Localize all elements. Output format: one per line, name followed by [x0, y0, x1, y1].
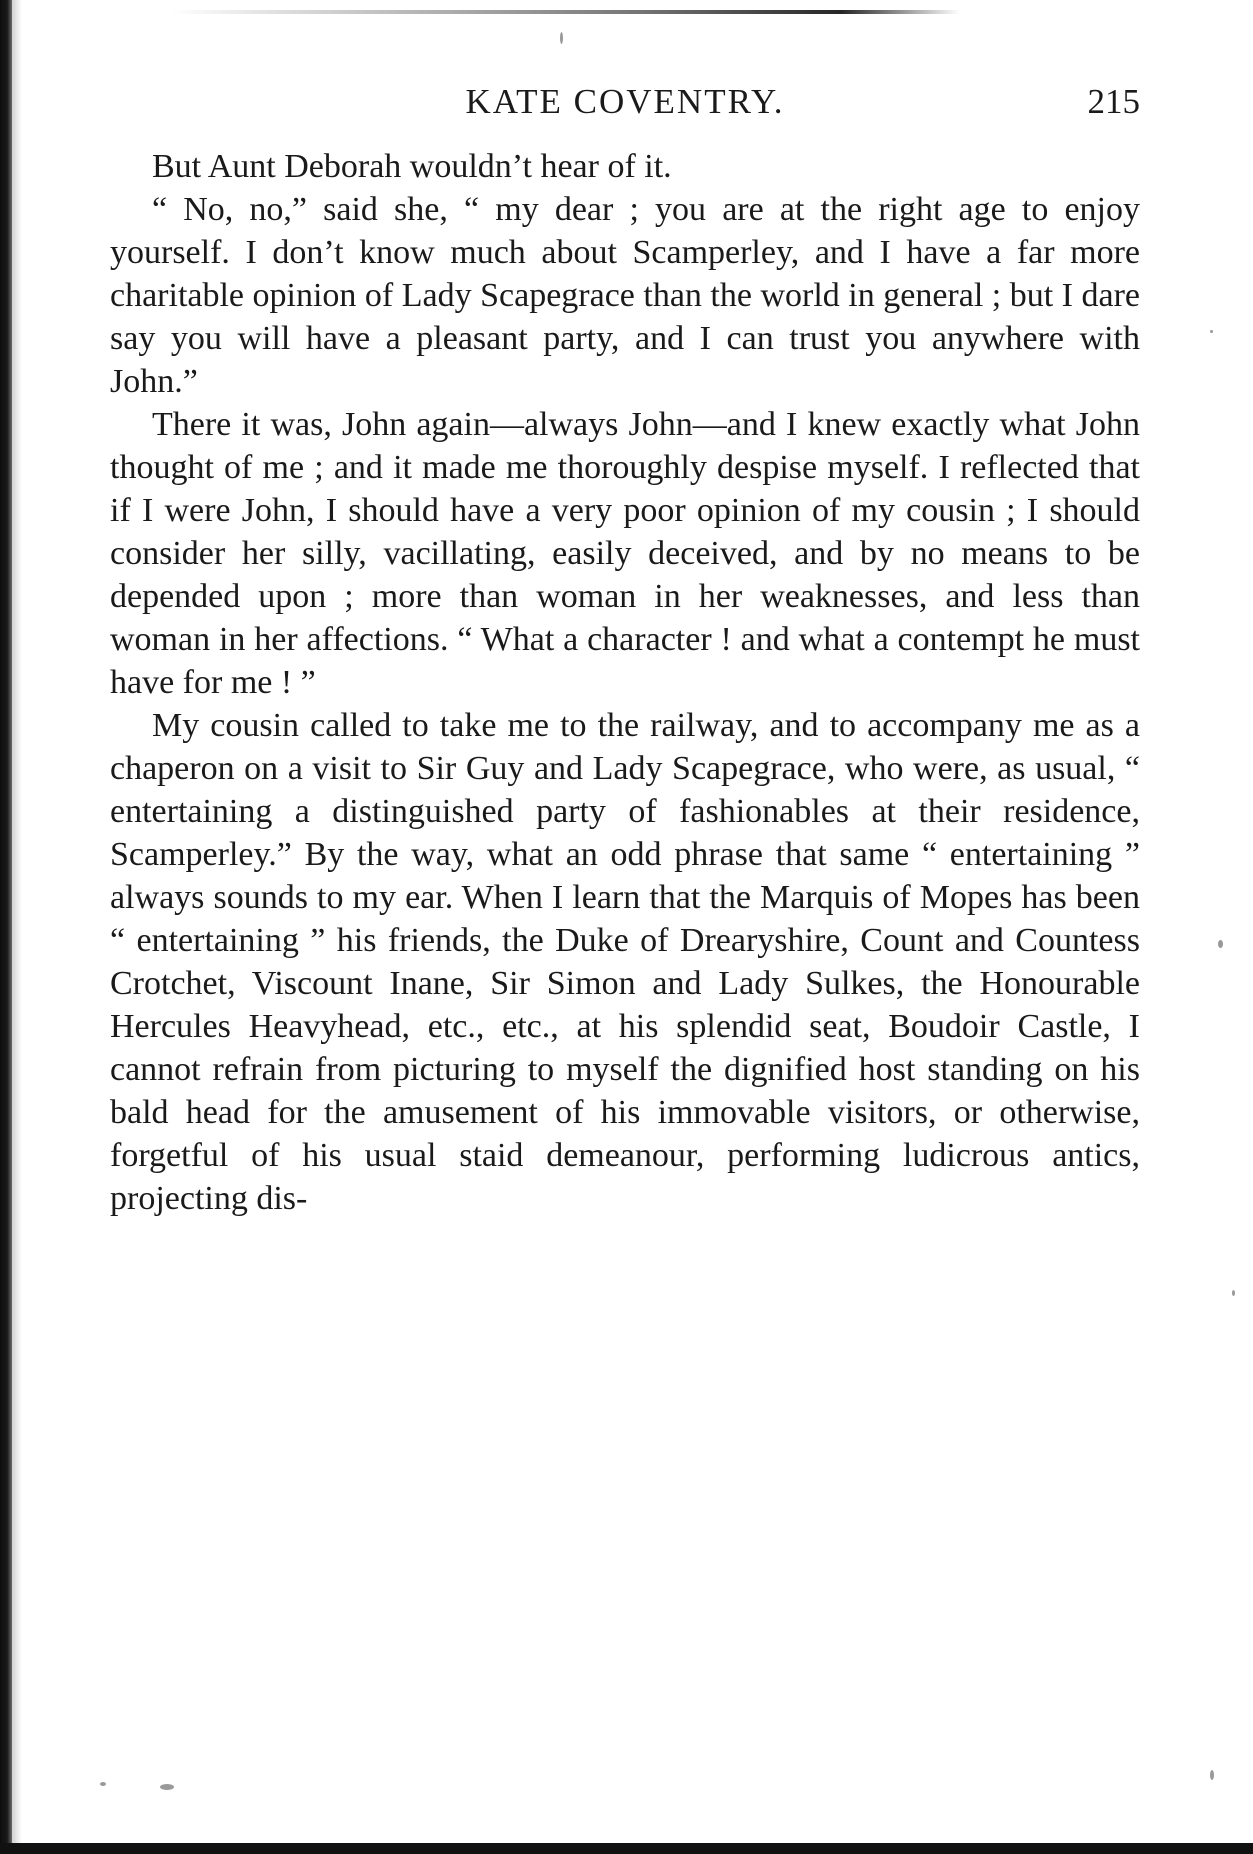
scan-speck	[1210, 1770, 1214, 1780]
page-bottom-edge	[0, 1843, 1253, 1854]
scan-speck	[1218, 940, 1223, 948]
paragraph: There it was, John again—always John—and I knew exactly what John thought of me ; and it made me thoroughly despise myself. I reflected that if I were John, I should have a very poor opinion of my cousin ; I should consider her silly, vacillating, easily deceived, and by no means to be depended upon ; more than woman in her weaknesses, and less than woman in her affections. “ What a character ! and what a contempt he must have for me ! ”	[110, 406, 1140, 701]
paragraph: My cousin called to take me to the railway, and to accompany me as a chaperon on a visit to Sir Guy and Lady Scapegrace, who were, as usual, “ entertaining a distinguished party of fashionables at their residence, Scamperley.” By the way, what an odd phrase that same “ entertaining ” always sounds to my ear. When I learn that the Marquis of Mopes has been “ entertaining ” his friends, the Duke of Drearyshire, Count and Countess Crotchet, Viscount Inane, Sir Simon and Lady Sulkes, the Honourable Hercules Heavyhead, etc., etc., at his splendid seat, Boudoir Castle, I cannot refrain from picturing to myself the dignified host standing on his bald head for the amusement of his immovable visitors, or otherwise, forgetful of his usual staid demeanour, performing ludicrous antics, projecting dis-	[110, 707, 1140, 1217]
scan-smudge-top	[170, 10, 960, 14]
scan-speck	[100, 1782, 106, 1786]
scan-speck	[160, 1784, 174, 1790]
scan-speck	[1232, 1290, 1235, 1296]
page-number: 215	[1087, 82, 1140, 121]
running-title: KATE COVENTRY.	[465, 82, 785, 121]
binding-shadow	[12, 0, 22, 1854]
paragraph: But Aunt Deborah wouldn’t hear of it.	[152, 148, 672, 185]
page-header	[110, 82, 1140, 132]
scan-speck	[1210, 330, 1213, 333]
paragraph: “ No, no,” said she, “ my dear ; you are at the right age to enjoy yourself. I don’t know much about Scamperley, and I have a far more charitable opinion of Lady Scapegrace than the world in general ; but I dare say you will have a pleasant party, and I can trust you anywhere with John.”	[110, 191, 1140, 400]
scan-speck	[560, 32, 563, 44]
body-text	[110, 145, 1140, 1220]
page-binding-edge	[0, 0, 12, 1854]
